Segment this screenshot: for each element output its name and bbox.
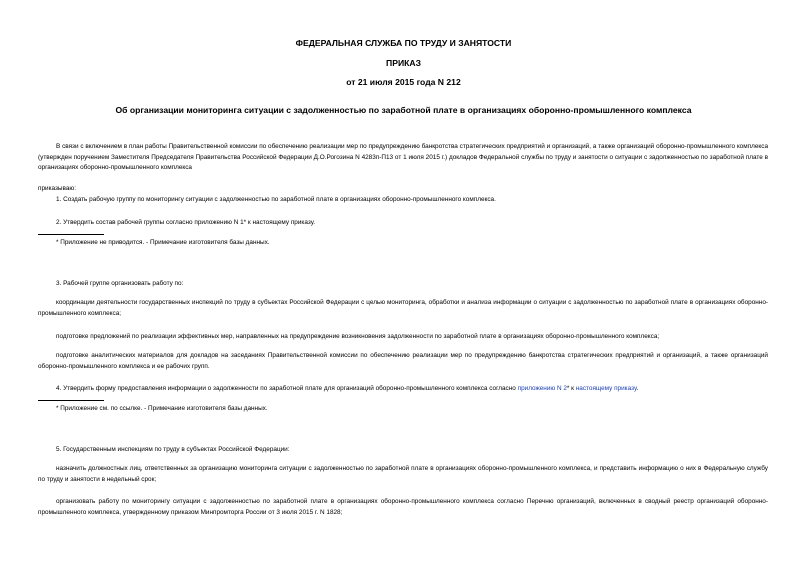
item-4-end: . bbox=[636, 385, 639, 392]
item-5-point-a: назначить должностных лиц, ответственных за организацию мониторинга ситуации с задолженностью по заработной плате в организациях оборонно-промышленного комплекса, и представить информацию о них в Федеральную службу по труду и занятости в недельный срок; bbox=[38, 465, 768, 483]
item-5-point-b: организовать работу по мониторингу ситуации с задолженностью по заработной плате в организациях оборонно-промышленного комплекса согласно Перечню организаций, включенных в сводный реестр организаций оборонно-промышленного комплекса, утвержденному приказом Минпромторга России от 3 июля 2015 г. N 1828; bbox=[38, 498, 768, 516]
order-word: приказываю: bbox=[38, 185, 76, 192]
item-3: 3. Рабочей группе организовать работу по: bbox=[56, 280, 184, 287]
item-1: 1. Создать рабочую группу по мониторингу ситуации с задолженностью по заработной плате в организациях оборонно-промышленного комплекса. bbox=[56, 196, 496, 203]
item-5: 5. Государственным инспекциям по труду в субъектах Российской Федерации: bbox=[56, 446, 290, 453]
item-2: 2. Утвердить состав рабочей группы согласно приложению N 1* к настоящему приказу. bbox=[56, 219, 316, 226]
document-type: ПРИКАЗ bbox=[386, 58, 421, 68]
document-title: Об организации мониторинга ситуации с задолженностью по заработной плате в организациях оборонно-промышленного комплекса bbox=[115, 105, 692, 115]
footnote-divider-2 bbox=[38, 400, 104, 401]
item-4-mid: * к bbox=[566, 385, 576, 392]
footnote-divider-1 bbox=[38, 234, 104, 235]
this-order-link[interactable]: настоящему приказу bbox=[575, 385, 637, 392]
item-3-point-b: подготовке предложений по реализации эффективных мер, направленных на предупреждение возникновения задолженности по заработной плате в организациях оборонно-промышленного комплекса; bbox=[56, 333, 660, 340]
item-3-point-c: подготовке аналитических материалов для докладов на заседаниях Правительственной комиссии по обеспечению реализации мер по предупреждению банкротства стратегических предприятий и организаций, а также организаций оборонно-промышленного комплекса и ее рабочих групп. bbox=[38, 352, 768, 370]
document-date-number: от 21 июля 2015 года N 212 bbox=[346, 77, 461, 87]
appendix-2-link[interactable]: приложению N 2 bbox=[517, 385, 567, 392]
footnote-1: * Приложение не приводится. - Примечание изготовителя базы данных. bbox=[56, 239, 270, 246]
item-4-text: 4. Утвердить форму предоставления информации о задолженности по заработной плате для организаций оборонно-промышленного комплекса согласно bbox=[56, 385, 518, 392]
footnote-2: * Приложение см. по ссылке. - Примечание изготовителя базы данных. bbox=[56, 405, 268, 412]
item-4 bbox=[38, 384, 768, 395]
agency-name: ФЕДЕРАЛЬНАЯ СЛУЖБА ПО ТРУДУ И ЗАНЯТОСТИ bbox=[295, 38, 512, 48]
item-3-point-a: координации деятельности государственных инспекций по труду в субъектах Российской Федерации с целью мониторинга, обработки и анализа информации о ситуации с задолженностью по заработной плате в организациях оборонно-промышленного комплекса; bbox=[38, 299, 768, 317]
intro-paragraph: В связи с включением в план работы Правительственной комиссии по обеспечению реализации мер по предупреждению банкротства стратегических предприятий и организаций, а также организаций оборонно-промышленного комплекса (утвержден поручением Заместителя Председателя Правительства Российской Федерации Д.О.Рогозина N 4283п-П13 от 1 июля 2015 г.) докладов Федеральной службы по труду и занятости о ситуации с задолженностью по заработной плате в организациях оборонно-промышленного комплекса bbox=[38, 143, 768, 172]
